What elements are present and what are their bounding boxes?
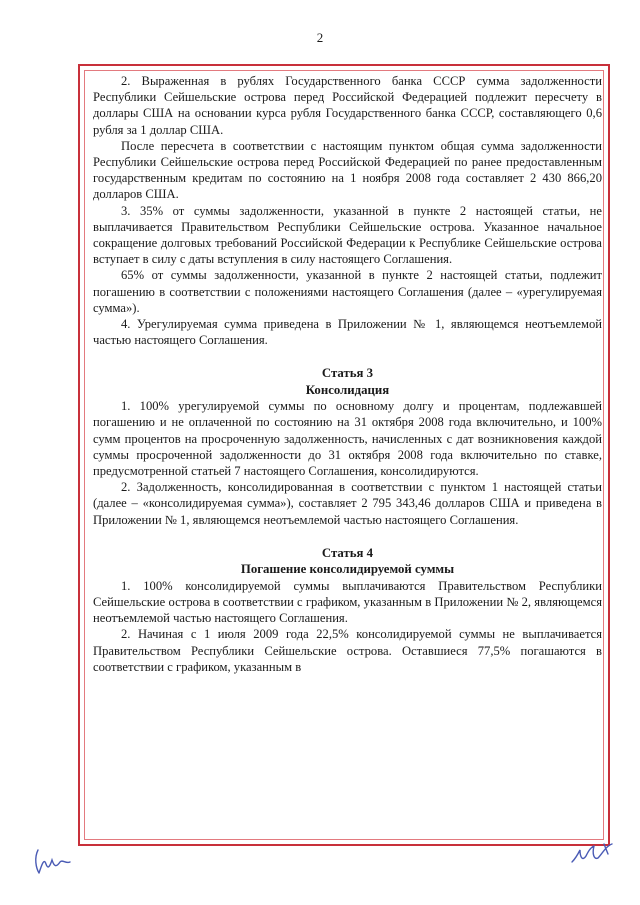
paragraph: 4. Урегулируемая сумма приведена в Приложении № 1, являющемся неотъемлемой частью настоящего Соглашения. bbox=[93, 317, 602, 348]
paragraph: 2. Выраженная в рублях Государственного банка СССР сумма задолженности Республики Сейшельские острова перед Российской Федерацией подлежит пересчету в доллары США на основании курса рубля Государственного банка СССР, составляющего 0,6 рубля за 1 доллар США. bbox=[93, 74, 602, 137]
document-frame bbox=[78, 64, 610, 846]
paragraph: 3. 35% от суммы задолженности, указанной в пункте 2 настоящей статьи, не выплачивается Правительством Республики Сейшельские острова. Указанное начальное сокращение долговых требований Российской Федерации к Республике Сейшельские острова вступает в силу с даты вступления в силу настоящего Соглашения. bbox=[93, 203, 602, 267]
paragraph: 1. 100% консолидируемой суммы выплачиваются Правительством Республики Сейшельские острова в соответствии с графиком, указанным в Приложении № 2, являющемся неотъемлемой частью настоящего Соглашения. bbox=[93, 578, 602, 626]
signature-left bbox=[30, 846, 76, 876]
paragraph: 2. Начиная с 1 июля 2009 года 22,5% консолидируемой суммы не выплачивается Правительством Республики Сейшельские острова. Оставшиеся 77,5% погашаются в соответствии с графиком, указанным в bbox=[93, 627, 602, 674]
paragraph: После пересчета в соответствии с настоящим пунктом общая сумма задолженности Республики Сейшельские острова перед Российской Федерацией по ранее предоставленным государственным кредитам по состоянию на 1 ноября 2008 года составляет 2 430 866,20 долларов США. bbox=[93, 138, 602, 202]
article-3-number: Статья 3 bbox=[321, 366, 374, 381]
paragraph: 65% от суммы задолженности, указанной в пункте 2 настоящей статьи, подлежит погашению в соответствии с положениями настоящего Соглашения (далее – «урегулируемая сумма»). bbox=[93, 268, 602, 315]
article-3-title: Консолидация bbox=[305, 382, 390, 397]
document-body bbox=[93, 73, 602, 675]
paragraph: 2. Задолженность, консолидированная в соответствии с пунктом 1 настоящей статьи (далее – «консолидируемая сумма»), составляет 2 795 343,46 долларов США и приведена в Приложении № 1, являющемся неотъемлемой частью настоящего Соглашения. bbox=[93, 480, 602, 527]
page-number: 2 bbox=[316, 30, 324, 45]
article-4-number: Статья 4 bbox=[321, 545, 374, 560]
paragraph: 1. 100% урегулируемой суммы по основному долгу и процентам, подлежавшей погашению и не оплаченной по состоянию на 31 октября 2008 года включительно, и 100% сумм процентов на просроченную задолженность, начисленных с дат возникновения каждой суммы просроченной задолженности до 31 октября 2008 года включительно по ставке, предусмотренной статьей 7 настоящего Соглашения, консолидируются. bbox=[93, 399, 602, 479]
signature-right bbox=[568, 840, 618, 868]
article-4-title: Погашение консолидируемой суммы bbox=[240, 562, 455, 577]
